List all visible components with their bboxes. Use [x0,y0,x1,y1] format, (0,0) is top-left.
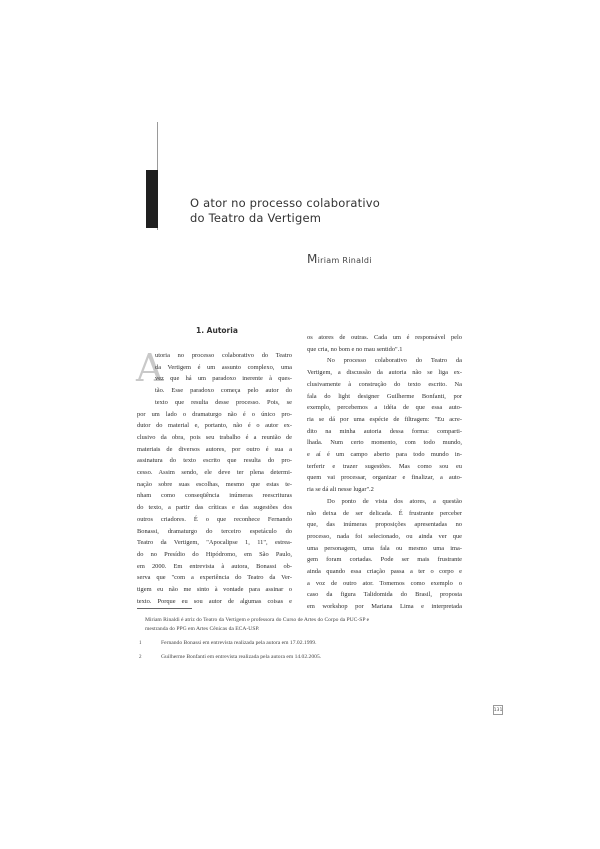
right-line: e aí é um campo aberto para todo mundo in- [307,451,462,459]
left-line: texto que resulta desse processo. Pois, se [155,398,292,406]
left-column [136,346,292,409]
left-line: clusivo da obra, pois seu trabalho é a reunião de [137,433,292,441]
left-line: nham como conseqüência inúmeras reescrituras [137,492,292,500]
left-line: vez que há um paradoxo inerente à ques- [155,375,292,383]
right-line: que cria, no bom e no mau sentido".1 [307,345,403,353]
footnote-text: Guilherme Bonfanti em entrevista realizada pela autora em 14.02.2005. [161,654,322,660]
right-line: processo, nada foi selecionado, ou ainda ver que [307,532,462,540]
bio-line: Miriam Rinaldi é atriz do Teatro da Vertigem e professora do Curso de Artes do Corpo da PUC-SP e [145,617,370,623]
left-line: dutor do material e, portanto, não é o autor ex- [137,422,292,430]
left-line: Teatro da Vertigem, "Apocalipse 1, 11", estrea- [137,539,292,547]
author-bio [137,616,467,634]
page-number: 131 [493,705,503,715]
right-line: caso da figura Talidomida do Brasil, proposta [307,591,462,599]
left-line: nação sobre suas escolhas, mesmo que estas te- [137,480,292,488]
title-line-1: O ator no processo colaborativo [190,196,381,210]
right-line: quem vai processar, organizar e finalizar, a auto- [307,474,462,482]
right-line: gem foram cortadas. Pode ser mais frustrante [307,556,462,564]
left-line: da Vertigem é um assunto complexo, uma [155,363,292,371]
right-line: não deixa de ser delicada. É frustrante perceber [307,509,462,517]
footnote-rule [137,608,192,609]
right-column [307,332,462,613]
left-line: do no Presídio do Hipódromo, em São Paulo, [137,550,292,558]
footnote-1 [137,639,467,648]
right-line: Vertigem, a discussão da autoria não se liga ex- [307,369,462,377]
footnote-2 [137,653,467,662]
right-line: ria se dá por uma espécie de filtragem: "Eu acre- [307,415,462,423]
right-line: lhada. Num certo momento, com todo mundo, [307,439,462,447]
left-column-full [137,409,292,608]
right-line: Do ponto de vista dos atores, a questão [327,497,462,505]
right-line: ria se dá ali nesse lugar".2 [307,486,374,494]
right-line: terferir e trazer sugestões. Mas como sou eu [307,462,462,470]
author-initial: M [307,252,318,266]
drop-cap: A [136,346,164,390]
footnote-text: Fernando Bonassi em entrevista realizada pela autora em 17.02.1999. [161,640,317,646]
footnotes [137,616,467,662]
right-line: clusivamente à construção do texto escrito. Na [307,380,462,388]
footnote-number: 1 [139,641,142,646]
left-line: serva que "com a experiência do Teatro da Ver- [137,574,292,582]
right-line: ainda quando essa criação passa a ter o corpo e [307,568,462,576]
article-title [190,196,380,226]
left-line: do texto, a partir das críticas e das sugestões dos [137,504,292,512]
left-line: materiais de diversos autores, por outro é sua a [137,445,292,453]
left-line: em 2000. Em entrevista à autora, Bonassi ob- [137,562,292,570]
section-heading: 1. Autoria [196,326,238,335]
right-line: dito na minha autoria dessa forma: comparti- [307,427,462,435]
right-line: a voz de outro ator. Tomemos como exemplo o [307,579,462,587]
title-line-2: do Teatro da Vertigem [190,211,322,225]
right-line: fala do light designer Guilherme Bonfanti, por [307,392,462,400]
left-line: cesso. Assim sendo, ele deve ter plena determi- [137,469,292,477]
footnote-number: 2 [139,655,142,660]
right-line: uma personagem, uma fala ou mesmo uma ima- [307,544,462,552]
left-line: tigem eu não me sinto à vontade para assinar o [137,586,292,594]
right-line: No processo colaborativo do Teatro da [327,357,462,365]
author-name [307,252,372,266]
bio-line: mestranda do PPG em Artes Cênicas da ECA-USP. [145,626,260,632]
title-bar-decoration [146,170,158,228]
left-line: outros criadores. É o que reconhece Fernando [137,515,292,523]
left-line: Bonassi, dramaturgo do terceiro espetáculo do [137,527,292,535]
left-line: por um lado o dramaturgo não é o único pro- [137,410,292,418]
author-rest: iriam Rinaldi [317,256,372,265]
right-line: que, das inúmeras proposições apresentadas no [307,521,462,529]
right-line: exemplo, percebemos a idéia de que essa auto- [307,404,462,412]
right-line: os atores de outras. Cada um é responsável pelo [307,334,462,341]
left-line: utoria no processo colaborativo do Teatro [155,352,292,359]
left-line: texto. Porque eu sou autor de algumas coisas e [137,597,292,605]
left-line: tão. Esse paradoxo começa pelo autor do [155,387,292,395]
left-line: assinatura do texto escrito que resulta do pro- [137,457,292,465]
right-line: em workshop por Mariana Lima e interpretada [307,603,462,611]
